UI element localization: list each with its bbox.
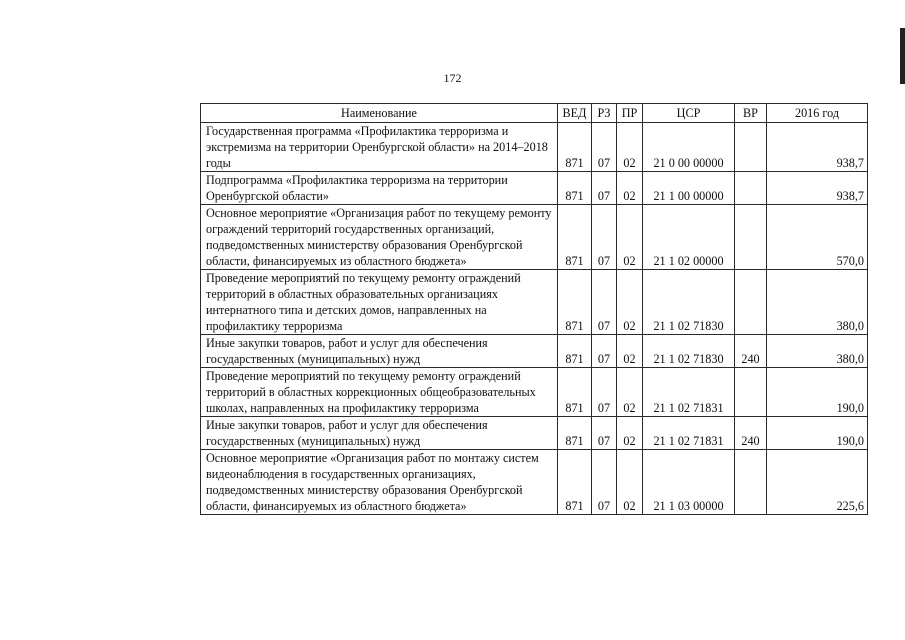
cell-csr: 21 1 02 71830 <box>643 335 735 368</box>
budget-table <box>200 103 868 515</box>
table-row <box>201 450 868 515</box>
header-pr: ПР <box>617 104 643 123</box>
table-row <box>201 417 868 450</box>
cell-vr <box>735 368 767 417</box>
cell-pr: 02 <box>617 123 643 172</box>
cell-name: Иные закупки товаров, работ и услуг для обеспечения государственных (муниципальных) нужд <box>201 417 558 450</box>
cell-ved: 871 <box>558 450 592 515</box>
cell-vr <box>735 205 767 270</box>
cell-ved: 871 <box>558 270 592 335</box>
cell-amount: 190,0 <box>767 368 868 417</box>
cell-pr: 02 <box>617 417 643 450</box>
cell-name: Государственная программа «Профилактика терроризма и экстремизма на территории Оренбургской области» на 2014–2018 годы <box>201 123 558 172</box>
cell-pr: 02 <box>617 172 643 205</box>
cell-csr: 21 1 02 71831 <box>643 417 735 450</box>
table-row <box>201 335 868 368</box>
cell-rz: 07 <box>592 270 617 335</box>
cell-amount: 190,0 <box>767 417 868 450</box>
cell-pr: 02 <box>617 368 643 417</box>
cell-amount: 380,0 <box>767 270 868 335</box>
cell-rz: 07 <box>592 450 617 515</box>
cell-csr: 21 0 00 00000 <box>643 123 735 172</box>
cell-csr: 21 1 02 71830 <box>643 270 735 335</box>
table-row <box>201 270 868 335</box>
cell-rz: 07 <box>592 417 617 450</box>
cell-pr: 02 <box>617 205 643 270</box>
cell-pr: 02 <box>617 335 643 368</box>
cell-name: Основное мероприятие «Организация работ по монтажу систем видеонаблюдения в государственных организациях, подведомственных министерству образования Оренбургской области, финансируемых из областного бюджета» <box>201 450 558 515</box>
cell-amount: 938,7 <box>767 172 868 205</box>
header-year: 2016 год <box>767 104 868 123</box>
cell-pr: 02 <box>617 270 643 335</box>
cell-rz: 07 <box>592 205 617 270</box>
table-row <box>201 205 868 270</box>
cell-name: Проведение мероприятий по текущему ремонту ограждений территорий в областных образовательных организациях интернатного типа и детских домов, направленных на профилактику терроризма <box>201 270 558 335</box>
table-row <box>201 172 868 205</box>
table-row <box>201 368 868 417</box>
scan-edge-mark <box>900 28 905 84</box>
cell-ved: 871 <box>558 417 592 450</box>
cell-amount: 225,6 <box>767 450 868 515</box>
header-vr: ВР <box>735 104 767 123</box>
cell-ved: 871 <box>558 368 592 417</box>
cell-vr <box>735 123 767 172</box>
cell-name: Подпрограмма «Профилактика терроризма на территории Оренбургской области» <box>201 172 558 205</box>
cell-csr: 21 1 00 00000 <box>643 172 735 205</box>
cell-csr: 21 1 02 71831 <box>643 368 735 417</box>
cell-vr <box>735 172 767 205</box>
cell-ved: 871 <box>558 335 592 368</box>
cell-name: Иные закупки товаров, работ и услуг для обеспечения государственных (муниципальных) нужд <box>201 335 558 368</box>
cell-vr <box>735 270 767 335</box>
cell-rz: 07 <box>592 172 617 205</box>
cell-ved: 871 <box>558 123 592 172</box>
cell-csr: 21 1 02 00000 <box>643 205 735 270</box>
table-header-row <box>201 104 868 123</box>
cell-amount: 380,0 <box>767 335 868 368</box>
cell-name: Проведение мероприятий по текущему ремонту ограждений территорий в областных коррекционных общеобразовательных школах, направленных на профилактику терроризма <box>201 368 558 417</box>
cell-name: Основное мероприятие «Организация работ по текущему ремонту ограждений территорий государственных организаций, подведомственных министерству образования Оренбургской области, финансируемых из областного бюджета» <box>201 205 558 270</box>
cell-vr: 240 <box>735 335 767 368</box>
cell-ved: 871 <box>558 172 592 205</box>
cell-rz: 07 <box>592 123 617 172</box>
header-ved: ВЕД <box>558 104 592 123</box>
table-row <box>201 123 868 172</box>
cell-rz: 07 <box>592 335 617 368</box>
cell-csr: 21 1 03 00000 <box>643 450 735 515</box>
header-rz: РЗ <box>592 104 617 123</box>
cell-vr <box>735 450 767 515</box>
cell-pr: 02 <box>617 450 643 515</box>
cell-amount: 938,7 <box>767 123 868 172</box>
header-name: Наименование <box>201 104 558 123</box>
cell-rz: 07 <box>592 368 617 417</box>
page-number: 172 <box>443 71 462 85</box>
cell-amount: 570,0 <box>767 205 868 270</box>
header-csr: ЦСР <box>643 104 735 123</box>
cell-ved: 871 <box>558 205 592 270</box>
cell-vr: 240 <box>735 417 767 450</box>
